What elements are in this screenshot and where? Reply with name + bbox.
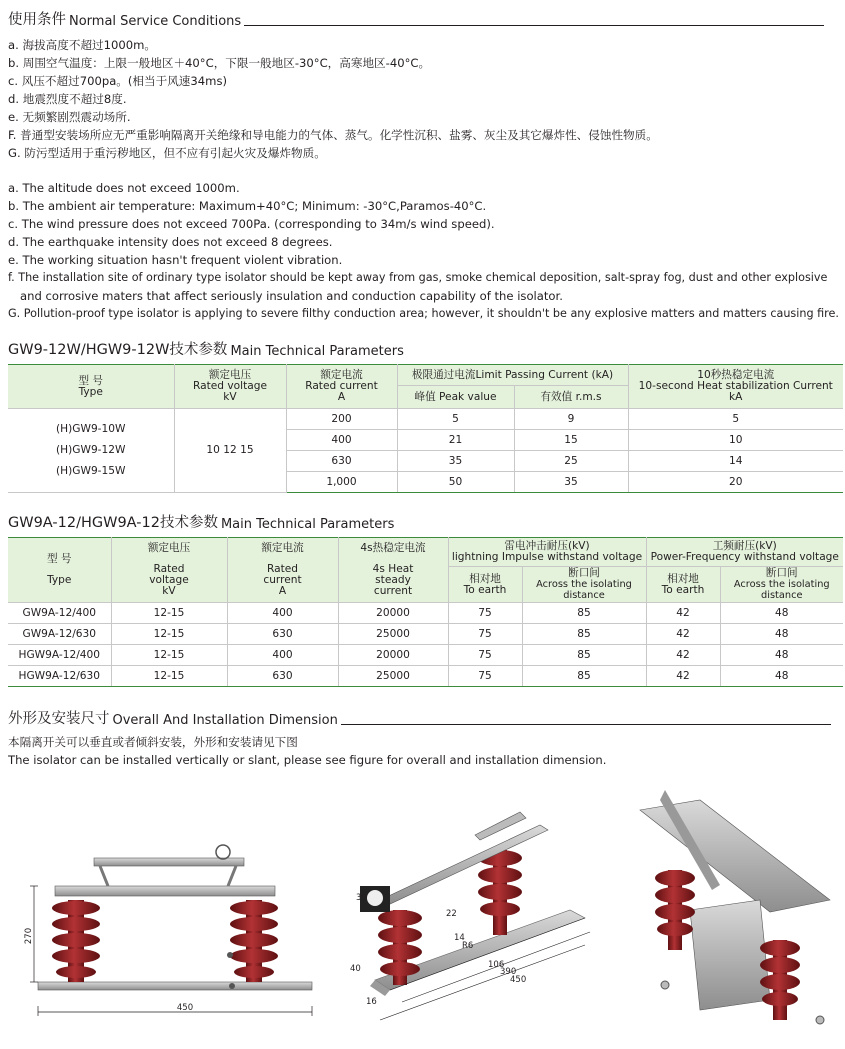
table-cell: 48 xyxy=(720,666,843,687)
table1-types: (H)GW9-10W (H)GW9-12W (H)GW9-15W xyxy=(8,409,174,493)
iso-dim-22: 22 xyxy=(446,909,457,919)
conditions-title-cn: 使用条件 xyxy=(8,12,66,28)
table-cell: 200 xyxy=(286,409,397,430)
table1-header-voltage: 额定电压 Rated voltage kV xyxy=(174,365,286,409)
iso-dim-106: 106 xyxy=(488,960,505,970)
table-cell: 21 xyxy=(397,430,514,451)
table2-heading xyxy=(8,511,394,532)
conditions-cn-list xyxy=(8,36,844,162)
table-cell: 75 xyxy=(448,603,522,624)
table-cell: 12-15 xyxy=(111,603,227,624)
conditions-en-list xyxy=(8,179,844,323)
table2-header-voltage: 额定电压 Rated voltage kV xyxy=(111,538,227,603)
table-cell: 48 xyxy=(720,603,843,624)
table-row xyxy=(8,409,843,430)
table-cell: 25000 xyxy=(338,624,448,645)
table1-header-current: 额定电流 Rated current A xyxy=(286,365,397,409)
table2-title-en: Main Technical Parameters xyxy=(220,517,395,532)
heading-rule xyxy=(244,25,824,26)
table2-header-heat: 4s热稳定电流 4s Heat steady current xyxy=(338,538,448,603)
table-row xyxy=(8,666,843,687)
table-cell: 75 xyxy=(448,666,522,687)
list-item: a. The altitude does not exceed 1000m. xyxy=(8,181,240,195)
list-item: f. The installation site of ordinary type isolator should be kept away from gas, smoke chemical deposition, salt-spray fog, dust and other explosive xyxy=(8,271,828,284)
table-cell: 15 xyxy=(514,430,628,451)
table-cell: GW9A-12/630 xyxy=(8,624,111,645)
table-cell: 20 xyxy=(628,472,843,493)
table-cell: 42 xyxy=(646,645,720,666)
table1-header-heat: 10秒热稳定电流 10-second Heat stabilization Current kA xyxy=(628,365,843,409)
table1-header-peak: 峰值 Peak value xyxy=(397,386,514,409)
iso-dim-40: 40 xyxy=(350,964,361,974)
list-item: a. 海拔高度不超过1000m。 xyxy=(8,38,157,52)
table2-header-current: 额定电流 Rated current A xyxy=(227,538,338,603)
table-cell: 1,000 xyxy=(286,472,397,493)
table-cell: 12-15 xyxy=(111,645,227,666)
table-cell: HGW9A-12/400 xyxy=(8,645,111,666)
insulator-icon xyxy=(52,900,100,982)
table1-title-cn: GW9-12W/HGW9-12W技术参数 xyxy=(8,342,228,358)
front-height-label: 270 xyxy=(24,927,34,945)
iso-dim-30: 30 xyxy=(356,893,367,903)
list-item: b. 周围空气温度：上限一般地区＋40°C，下限一般地区-30°C，高寒地区-40°C。 xyxy=(8,56,431,70)
dimension-title-cn: 外形及安装尺寸 xyxy=(8,711,110,727)
table1 xyxy=(8,364,843,493)
table2-title-cn: GW9A-12/HGW9A-12技术参数 xyxy=(8,515,218,531)
table2-header-imp-across: 断口间 Across the isolating distance xyxy=(522,567,646,603)
list-item: e. The working situation hasn't frequent violent vibration. xyxy=(8,253,343,267)
list-item: e. 无频繁剧烈震动场所. xyxy=(8,110,131,124)
table-cell: 25 xyxy=(514,451,628,472)
iso-dim-390: 390 xyxy=(500,967,517,977)
table-cell: 400 xyxy=(227,645,338,666)
dimension-desc-cn: 本隔离开关可以垂直或者倾斜安装，外形和安装请见下图 xyxy=(8,735,298,749)
iso-view-drawing xyxy=(350,812,590,1020)
insulator-icon xyxy=(760,940,800,1020)
iso-dim-450: 450 xyxy=(510,975,527,985)
insulator-icon xyxy=(655,870,695,950)
table-cell: 35 xyxy=(514,472,628,493)
table1-heading xyxy=(8,338,404,359)
table1-header-type: 型 号 Type xyxy=(8,365,174,409)
table2-header-imp-earth: 相对地 To earth xyxy=(448,567,522,603)
list-item: F. 普通型安装场所应无严重影响隔离开关绝缘和导电能力的气体、蒸气。化学性沉积、盐雾、灰尘及其它爆炸性、侵蚀性物质。 xyxy=(8,128,658,142)
table-cell: 42 xyxy=(646,666,720,687)
table-cell: 85 xyxy=(522,666,646,687)
table-cell: 48 xyxy=(720,624,843,645)
table-cell: 85 xyxy=(522,645,646,666)
table-cell: 35 xyxy=(397,451,514,472)
table-cell: 75 xyxy=(448,624,522,645)
table-cell: 12-15 xyxy=(111,624,227,645)
table-cell: 50 xyxy=(397,472,514,493)
table-cell: 630 xyxy=(227,666,338,687)
list-item: G. Pollution-proof type isolator is applying to severe filthy conduction area; however, it shouldn't be any explosive matters and matters causing fire. xyxy=(8,307,839,320)
table2-header-impulse: 雷电冲击耐压(kV) lightning Impulse withstand voltage xyxy=(448,538,646,567)
table2-header-pf-across: 断口间 Across the isolating distance xyxy=(720,567,843,603)
list-item: d. 地震烈度不超过8度. xyxy=(8,92,127,106)
table-cell: 20000 xyxy=(338,645,448,666)
table-cell: 25000 xyxy=(338,666,448,687)
table-cell: 42 xyxy=(646,624,720,645)
list-item: and corrosive maters that affect seriously insulation and conduction capability of the isolator. xyxy=(20,289,563,303)
insulator-icon xyxy=(478,850,522,935)
dimension-desc xyxy=(8,733,844,769)
heading-rule xyxy=(341,724,831,725)
table-row xyxy=(8,645,843,666)
table-cell: 630 xyxy=(227,624,338,645)
conditions-heading xyxy=(8,8,824,29)
table-cell: 10 xyxy=(628,430,843,451)
table-row xyxy=(8,603,843,624)
conditions-title-en: Normal Service Conditions xyxy=(69,14,242,29)
list-item: c. 风压不超过700pa。(相当于风速34ms) xyxy=(8,74,228,88)
table-cell: 5 xyxy=(397,409,514,430)
table2-header-pf: 工频耐压(kV) Power-Frequency withstand voltage xyxy=(646,538,843,567)
table-cell: 12-15 xyxy=(111,666,227,687)
table-cell: 85 xyxy=(522,603,646,624)
table-cell: 5 xyxy=(628,409,843,430)
iso-dim-r6: R6 xyxy=(462,941,474,951)
dimension-figures xyxy=(0,790,845,1049)
front-view-drawing xyxy=(24,845,312,1016)
table-cell: 20000 xyxy=(338,603,448,624)
insulator-icon xyxy=(230,900,278,982)
table2-header-pf-earth: 相对地 To earth xyxy=(646,567,720,603)
list-item: G. 防污型适用于重污秽地区，但不应有引起火灾及爆炸物质。 xyxy=(8,146,326,160)
iso-dim-16: 16 xyxy=(366,997,377,1007)
dimension-heading xyxy=(8,707,831,728)
table-cell: GW9A-12/400 xyxy=(8,603,111,624)
table1-voltage: 10 12 15 xyxy=(174,409,286,493)
installed-view-drawing xyxy=(640,790,830,1024)
table-cell: 42 xyxy=(646,603,720,624)
table-cell: 630 xyxy=(286,451,397,472)
table-cell: 14 xyxy=(628,451,843,472)
front-width-label: 450 xyxy=(176,1003,194,1013)
table1-header-limit: 极限通过电流Limit Passing Current (kA) xyxy=(397,365,628,386)
list-item: c. The wind pressure does not exceed 700Pa. (corresponding to 34m/s wind speed). xyxy=(8,217,495,231)
table-cell: 75 xyxy=(448,645,522,666)
list-item: d. The earthquake intensity does not exceed 8 degrees. xyxy=(8,235,333,249)
table-cell: HGW9A-12/630 xyxy=(8,666,111,687)
list-item: b. The ambient air temperature: Maximum+40°C; Minimum: -30°C,Paramos-40°C. xyxy=(8,199,487,213)
table-cell: 85 xyxy=(522,624,646,645)
table1-header-rms: 有效值 r.m.s xyxy=(514,386,628,409)
table-cell: 9 xyxy=(514,409,628,430)
table2 xyxy=(8,537,843,687)
iso-dim-14: 14 xyxy=(454,933,465,943)
table-row xyxy=(8,624,843,645)
table-cell: 400 xyxy=(227,603,338,624)
dimension-desc-en: The isolator can be installed vertically or slant, please see figure for overall and installation dimension. xyxy=(8,753,607,767)
table-cell: 48 xyxy=(720,645,843,666)
table1-title-en: Main Technical Parameters xyxy=(230,344,404,359)
table-cell: 400 xyxy=(286,430,397,451)
dimension-title-en: Overall And Installation Dimension xyxy=(112,713,338,728)
table2-header-type: 型 号 Type xyxy=(8,538,111,603)
